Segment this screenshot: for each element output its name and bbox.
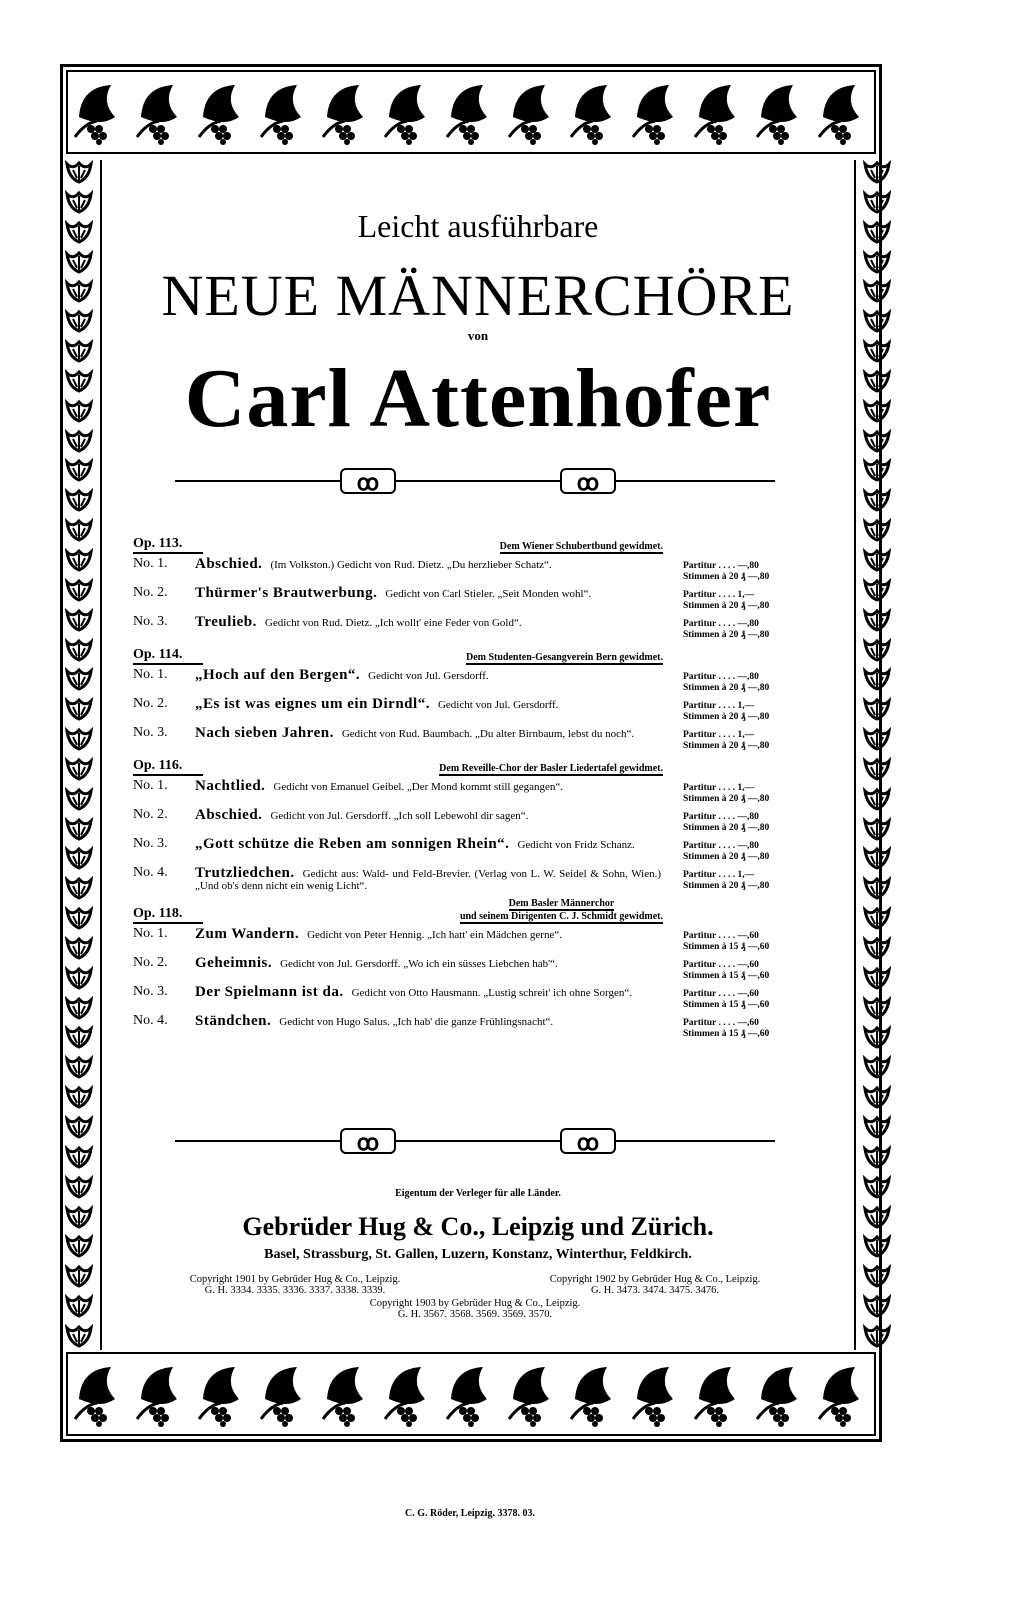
work-description (195, 928, 661, 953)
leaf-grape-ornament-icon (629, 77, 685, 147)
tulip-ornament-icon (64, 1234, 94, 1260)
work-prices (683, 727, 821, 752)
work-prices (683, 928, 821, 953)
work-number: No. 4. (133, 865, 168, 880)
tulip-ornament-icon (862, 1324, 892, 1350)
tulip-ornament-icon (862, 1294, 892, 1320)
tulip-ornament-icon (862, 1025, 892, 1051)
tulip-ornament-icon (862, 1055, 892, 1081)
scroll-ornament-icon: ꝏ (560, 1128, 616, 1154)
parts-price: Stimmen à 20 ₰ —,80 (683, 683, 770, 693)
leaf-grape-ornament-icon (691, 1359, 747, 1429)
work-poet: Gedicht von Jul. Gersdorff. (437, 699, 559, 711)
branches: Basel, Strassburg, St. Gallen, Luzern, Konstanz, Winterthur, Feldkirch. (264, 1247, 692, 1262)
work-entry (133, 1015, 823, 1040)
work-title: Geheimnis. (195, 955, 273, 971)
dedication: und seinem Dirigenten C. J. Schmidt gewidmet. (459, 911, 663, 922)
parts-price: Stimmen à 15 ₰ —,60 (683, 942, 770, 952)
work-entry (133, 986, 823, 1011)
work-description (195, 780, 661, 805)
opus-header (133, 536, 663, 554)
work-prices (683, 838, 821, 863)
opus-header (133, 647, 663, 665)
score-price: Partitur . . . . —,80 (683, 619, 759, 629)
tulip-ornament-icon (862, 160, 892, 186)
work-entry (133, 928, 823, 953)
tulip-ornament-icon (64, 339, 94, 365)
work-description (195, 616, 661, 641)
tulip-ornament-icon (862, 429, 892, 455)
work-prices (683, 1015, 821, 1040)
work-number: No. 2. (133, 696, 168, 711)
tulip-ornament-icon (64, 697, 94, 723)
opus-header (133, 758, 663, 776)
score-price: Partitur . . . . 1,— (683, 590, 755, 600)
tulip-ornament-icon (64, 548, 94, 574)
work-entry (133, 838, 823, 863)
subtitle: Leicht ausführbare (357, 208, 599, 244)
work-entry (133, 587, 823, 612)
by-label: von (467, 328, 489, 343)
work-description (195, 986, 661, 1011)
work-description (195, 867, 661, 892)
tulip-ornament-icon (862, 578, 892, 604)
work-prices (683, 558, 821, 583)
tulip-ornament-icon (64, 1025, 94, 1051)
tulip-ornament-icon (862, 727, 892, 753)
work-description (195, 838, 661, 863)
tulip-ornament-icon (64, 190, 94, 216)
tulip-ornament-icon (64, 220, 94, 246)
bottom-ornament-band (66, 1352, 876, 1436)
tulip-ornament-icon (862, 458, 892, 484)
tulip-ornament-icon (862, 399, 892, 425)
tulip-ornament-icon (862, 518, 892, 544)
work-poet: Gedicht von Peter Hennig. „Ich hatt' ein Mädchen gerne“. (307, 929, 562, 941)
parts-price: Stimmen à 20 ₰ —,80 (683, 630, 770, 640)
tulip-ornament-icon (64, 1055, 94, 1081)
tulip-ornament-icon (64, 906, 94, 932)
score-price: Partitur . . . . —,60 (683, 989, 759, 999)
plate-numbers: G. H. 3334. 3335. 3336. 3337. 3338. 3339. (204, 1285, 386, 1296)
tulip-ornament-icon (64, 1145, 94, 1171)
work-prices (683, 809, 821, 834)
tulip-ornament-icon (64, 518, 94, 544)
work-number: No. 1. (133, 667, 168, 682)
tulip-ornament-icon (862, 250, 892, 276)
score-price: Partitur . . . . —,80 (683, 812, 759, 822)
tulip-ornament-icon (64, 1205, 94, 1231)
works-list (133, 530, 823, 1044)
copyright-text: Copyright 1903 by Gebrüder Hug & Co., Leipzig. (369, 1298, 581, 1309)
leaf-grape-ornament-icon (815, 77, 871, 147)
tulip-ornament-icon (64, 1294, 94, 1320)
tulip-ornament-icon (862, 667, 892, 693)
printer-imprint: C. G. Röder, Leipzig. 3378. 03. (405, 1508, 535, 1519)
tulip-ornament-icon (64, 399, 94, 425)
parts-price: Stimmen à 20 ₰ —,80 (683, 823, 770, 833)
right-ornament-column (858, 160, 896, 1350)
tulip-ornament-icon (64, 578, 94, 604)
tulip-ornament-icon (64, 369, 94, 395)
tulip-ornament-icon (64, 1115, 94, 1141)
parts-price: Stimmen à 15 ₰ —,60 (683, 971, 770, 981)
tulip-ornament-icon (64, 757, 94, 783)
leaf-grape-ornament-icon (753, 1359, 809, 1429)
work-poet: Gedicht von Jul. Gersdorff. „Wo ich ein süsses Liebchen hab'“. (280, 958, 558, 970)
work-entry (133, 616, 823, 641)
score-price: Partitur . . . . —,60 (683, 931, 759, 941)
tulip-ornament-icon (64, 817, 94, 843)
leaf-grape-ornament-icon (319, 77, 375, 147)
work-entry (133, 698, 823, 723)
parts-price: Stimmen à 20 ₰ —,80 (683, 741, 770, 751)
publisher: Gebrüder Hug & Co., Leipzig und Zürich. (242, 1212, 714, 1241)
rights-notice: Eigentum der Verleger für alle Länder. (395, 1188, 561, 1199)
tulip-ornament-icon (64, 966, 94, 992)
work-description (195, 727, 661, 752)
parts-price: Stimmen à 20 ₰ —,80 (683, 794, 770, 804)
work-poet: Gedicht von Hugo Salus. „Ich hab' die ganze Frühlingsnacht“. (279, 1016, 554, 1028)
divider-ornament (175, 1126, 775, 1156)
work-poet: Gedicht von Jul. Gersdorff. „Ich soll Lebewohl dir sagen“. (270, 810, 529, 822)
work-entry (133, 669, 823, 694)
tulip-ornament-icon (64, 638, 94, 664)
score-price: Partitur . . . . 1,— (683, 730, 755, 740)
dedication-block (439, 763, 663, 776)
leaf-grape-ornament-icon (443, 77, 499, 147)
tulip-ornament-icon (64, 309, 94, 335)
tulip-ornament-icon (862, 1145, 892, 1171)
work-poet: Gedicht von Otto Hausmann. „Lustig schreit' ich ohne Sorgen“. (351, 987, 632, 999)
copyright-1902 (490, 1274, 820, 1296)
work-prices (683, 780, 821, 805)
work-number: No. 4. (133, 1013, 168, 1028)
scroll-ornament-icon: ꝏ (560, 468, 616, 494)
work-poet: Gedicht von Rud. Dietz. „Ich wollt' eine Feder von Gold“. (264, 617, 522, 629)
tulip-ornament-icon (64, 996, 94, 1022)
work-title: „Hoch auf den Bergen“. (195, 667, 361, 683)
work-number: No. 2. (133, 585, 168, 600)
tulip-ornament-icon (64, 936, 94, 962)
work-prices (683, 986, 821, 1011)
work-title: Treulieb. (195, 614, 257, 630)
work-description (195, 698, 661, 723)
tulip-ornament-icon (64, 429, 94, 455)
tulip-ornament-icon (862, 488, 892, 514)
tulip-ornament-icon (862, 757, 892, 783)
work-number: No. 2. (133, 807, 168, 822)
work-description (195, 809, 661, 834)
copyright-text: Copyright 1901 by Gebrüder Hug & Co., Leipzig. (189, 1274, 401, 1285)
tulip-ornament-icon (862, 846, 892, 872)
work-description (195, 669, 661, 694)
parts-price: Stimmen à 20 ₰ —,80 (683, 572, 770, 582)
tulip-ornament-icon (862, 787, 892, 813)
scroll-ornament-icon: ꝏ (340, 1128, 396, 1154)
tulip-ornament-icon (64, 667, 94, 693)
tulip-ornament-icon (64, 279, 94, 305)
work-description (195, 957, 661, 982)
parts-price: Stimmen à 20 ₰ —,80 (683, 601, 770, 611)
work-poet: Gedicht aus: Wald- und Feld-Brevier. (Verlag von L. W. Seidel & Sohn, Wien.) „Und ob's denn nicht ein wenig Licht“. (195, 868, 661, 892)
leaf-grape-ornament-icon (505, 1359, 561, 1429)
opus-number: Op. 116. (133, 758, 203, 776)
score-price: Partitur . . . . 1,— (683, 783, 755, 793)
leaf-grape-ornament-icon (629, 1359, 685, 1429)
leaf-grape-ornament-icon (753, 77, 809, 147)
tulip-ornament-icon (862, 1085, 892, 1111)
parts-price: Stimmen à 15 ₰ —,60 (683, 1029, 770, 1039)
work-title: Ständchen. (195, 1013, 272, 1029)
tulip-ornament-icon (64, 458, 94, 484)
work-entry (133, 867, 823, 892)
score-price: Partitur . . . . —,60 (683, 1018, 759, 1028)
tulip-ornament-icon (64, 1264, 94, 1290)
tulip-ornament-icon (862, 817, 892, 843)
leaf-grape-ornament-icon (195, 1359, 251, 1429)
leaf-grape-ornament-icon (71, 1359, 127, 1429)
work-number: No. 1. (133, 556, 168, 571)
tulip-ornament-icon (862, 1205, 892, 1231)
work-number: No. 3. (133, 984, 168, 999)
work-number: No. 3. (133, 614, 168, 629)
opus-header (133, 898, 663, 924)
leaf-grape-ornament-icon (567, 77, 623, 147)
work-prices (683, 698, 821, 723)
work-poet: Gedicht von Fridz Schanz. (517, 839, 635, 851)
tulip-ornament-icon (862, 966, 892, 992)
tulip-ornament-icon (862, 339, 892, 365)
leaf-grape-ornament-icon (381, 1359, 437, 1429)
work-number: No. 1. (133, 926, 168, 941)
score-price: Partitur . . . . 1,— (683, 870, 755, 880)
leaf-grape-ornament-icon (257, 77, 313, 147)
work-poet: Gedicht von Jul. Gersdorff. (368, 670, 489, 682)
leaf-grape-ornament-icon (195, 77, 251, 147)
leaf-grape-ornament-icon (133, 1359, 189, 1429)
tulip-ornament-icon (64, 1175, 94, 1201)
parts-price: Stimmen à 20 ₰ —,80 (683, 712, 770, 722)
work-poet: Gedicht von Carl Stieler. „Seit Monden wohl“. (385, 588, 592, 600)
tulip-ornament-icon (862, 279, 892, 305)
work-title: Trutzliedchen. (195, 865, 295, 881)
title: NEUE MÄNNERCHÖRE (161, 263, 795, 328)
dedication-block (460, 898, 663, 924)
work-title: Zum Wandern. (195, 926, 300, 942)
tulip-ornament-icon (64, 250, 94, 276)
work-entry (133, 780, 823, 805)
tulip-ornament-icon (862, 1115, 892, 1141)
divider-ornament (175, 466, 775, 496)
score-price: Partitur . . . . —,80 (683, 561, 759, 571)
work-prices (683, 669, 821, 694)
leaf-grape-ornament-icon (691, 77, 747, 147)
leaf-grape-ornament-icon (381, 77, 437, 147)
opus-number: Op. 114. (133, 647, 203, 665)
dedication: Dem Studenten-Gesangverein Bern gewidmet. (465, 652, 663, 663)
work-poet: Gedicht von Rud. Baumbach. „Du alter Birnbaum, lebst du noch“. (341, 728, 635, 740)
work-number: No. 3. (133, 836, 168, 851)
work-title: Nach sieben Jahren. (195, 725, 334, 741)
work-description (195, 1015, 661, 1040)
work-poet: (Im Volkston.) Gedicht von Rud. Dietz. „Du herzlieber Schatz“. (270, 559, 552, 571)
plate-numbers: G. H. 3473. 3474. 3475. 3476. (590, 1285, 720, 1296)
composer-name: Carl Attenhofer (184, 352, 772, 445)
leaf-grape-ornament-icon (505, 77, 561, 147)
leaf-grape-ornament-icon (133, 77, 189, 147)
tulip-ornament-icon (862, 548, 892, 574)
dedication-block (500, 541, 663, 554)
work-title: „Es ist was eignes um ein Dirndl“. (195, 696, 430, 712)
work-entry (133, 727, 823, 752)
work-title: „Gott schütze die Reben am sonnigen Rhein“. (195, 836, 510, 852)
work-description (195, 587, 661, 612)
tulip-ornament-icon (862, 309, 892, 335)
work-entry (133, 957, 823, 982)
dedication: Dem Wiener Schubertbund gewidmet. (499, 541, 663, 552)
leaf-grape-ornament-icon (567, 1359, 623, 1429)
work-title: Nachtlied. (195, 778, 266, 794)
parts-price: Stimmen à 20 ₰ —,80 (683, 852, 770, 862)
work-number: No. 3. (133, 725, 168, 740)
opus-number: Op. 118. (133, 906, 203, 924)
work-title: Abschied. (195, 556, 263, 572)
tulip-ornament-icon (862, 638, 892, 664)
dedication: Dem Reveille-Chor der Basler Liedertafel gewidmet. (439, 763, 663, 774)
score-price: Partitur . . . . 1,— (683, 701, 755, 711)
leaf-grape-ornament-icon (443, 1359, 499, 1429)
leaf-grape-ornament-icon (319, 1359, 375, 1429)
leaf-grape-ornament-icon (71, 77, 127, 147)
work-number: No. 2. (133, 955, 168, 970)
tulip-ornament-icon (64, 488, 94, 514)
work-number: No. 1. (133, 778, 168, 793)
opus-number: Op. 113. (133, 536, 203, 554)
plate-numbers: G. H. 3567. 3568. 3569. 3569. 3570. (397, 1309, 553, 1320)
tulip-ornament-icon (862, 1234, 892, 1260)
tulip-ornament-icon (64, 1324, 94, 1350)
score-price: Partitur . . . . —,60 (683, 960, 759, 970)
work-title: Der Spielmann ist da. (195, 984, 344, 1000)
tulip-ornament-icon (64, 160, 94, 186)
work-description (195, 558, 661, 583)
score-price: Partitur . . . . —,80 (683, 672, 759, 682)
tulip-ornament-icon (64, 608, 94, 634)
work-title: Abschied. (195, 807, 263, 823)
work-entry (133, 558, 823, 583)
tulip-ornament-icon (64, 1085, 94, 1111)
dedication-block (466, 652, 663, 665)
tulip-ornament-icon (862, 697, 892, 723)
tulip-ornament-icon (862, 996, 892, 1022)
work-title: Thürmer's Brautwerbung. (195, 585, 378, 601)
tulip-ornament-icon (862, 876, 892, 902)
work-prices (683, 957, 821, 982)
tulip-ornament-icon (862, 220, 892, 246)
leaf-grape-ornament-icon (257, 1359, 313, 1429)
tulip-ornament-icon (862, 1175, 892, 1201)
leaf-grape-ornament-icon (815, 1359, 871, 1429)
tulip-ornament-icon (862, 1264, 892, 1290)
left-ornament-column (60, 160, 98, 1350)
copyright-text: Copyright 1902 by Gebrüder Hug & Co., Leipzig. (549, 1274, 761, 1285)
parts-price: Stimmen à 15 ₰ —,60 (683, 1000, 770, 1010)
parts-price: Stimmen à 20 ₰ —,80 (683, 881, 770, 891)
copyright-1901 (130, 1274, 460, 1296)
work-prices (683, 616, 821, 641)
tulip-ornament-icon (862, 608, 892, 634)
work-prices (683, 587, 821, 612)
dedication: Dem Basler Männerchor (508, 898, 615, 909)
tulip-ornament-icon (862, 936, 892, 962)
tulip-ornament-icon (64, 846, 94, 872)
tulip-ornament-icon (862, 369, 892, 395)
top-ornament-band (66, 70, 876, 154)
tulip-ornament-icon (862, 190, 892, 216)
tulip-ornament-icon (64, 876, 94, 902)
work-prices (683, 867, 821, 892)
tulip-ornament-icon (64, 727, 94, 753)
work-entry (133, 809, 823, 834)
scroll-ornament-icon: ꝏ (340, 468, 396, 494)
tulip-ornament-icon (862, 906, 892, 932)
copyright-1903 (310, 1298, 640, 1320)
work-poet: Gedicht von Emanuel Geibel. „Der Mond kommt still gegangen“. (273, 781, 564, 793)
tulip-ornament-icon (64, 787, 94, 813)
score-price: Partitur . . . . —,80 (683, 841, 759, 851)
